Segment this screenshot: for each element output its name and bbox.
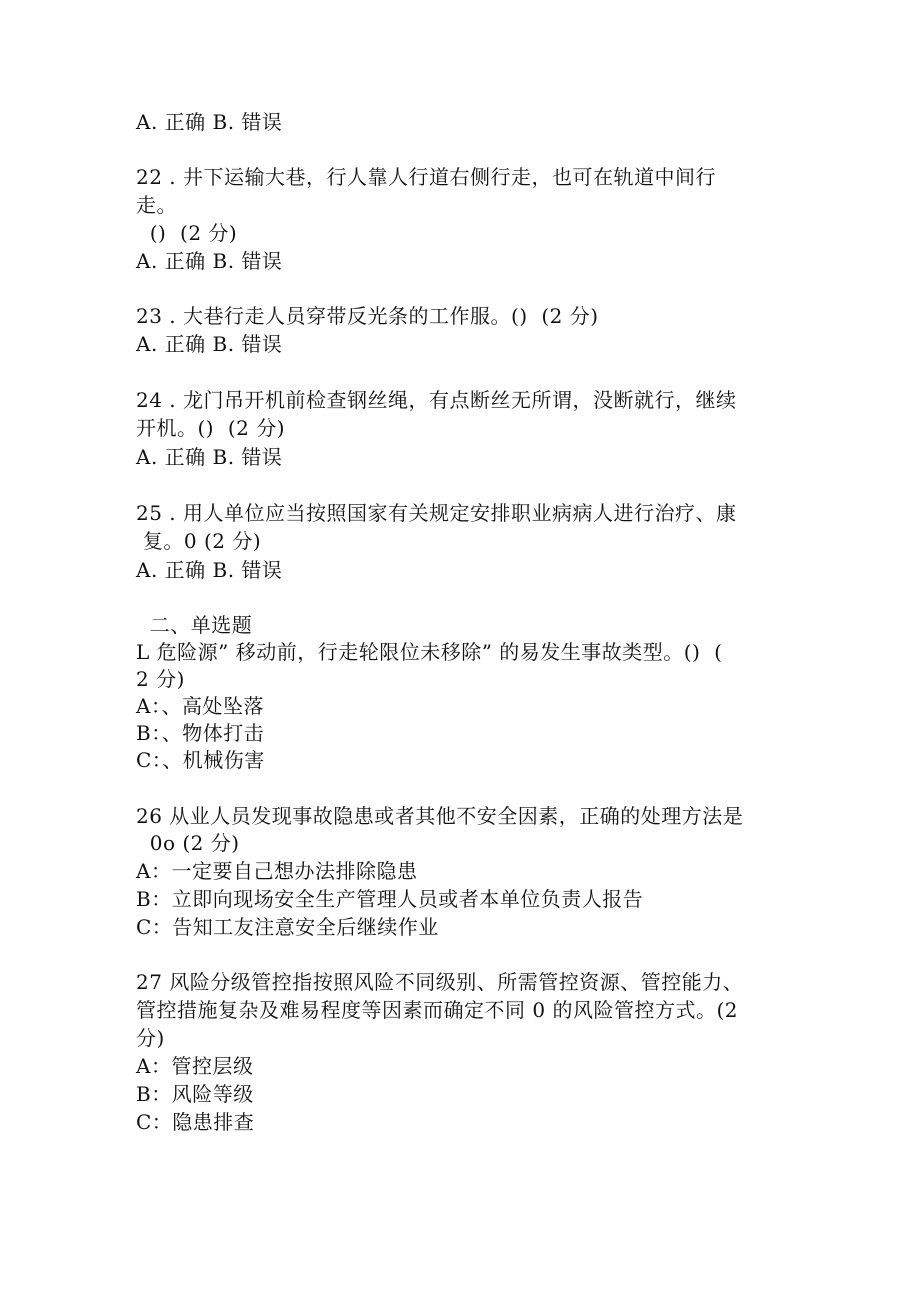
q26-option-b: B：立即向现场安全生产管理人员或者本单位负责人报告	[136, 887, 644, 911]
q27-text-line-3: 分)	[136, 1026, 165, 1050]
q26-text-line-1: 26 从业人员发现事故隐患或者其他不安全因素，正确的处理方法是	[136, 804, 744, 828]
q27-text-line-1: 27 风险分级管控指按照风险不同级别、所需管控资源、管控能力、	[136, 970, 744, 994]
q24-text-line-1: 24 . 龙门吊开机前检查钢丝绳，有点断丝无所谓，没断就行，继续	[136, 388, 737, 412]
sq1-option-c: C：、机械伤害	[136, 748, 265, 772]
q22-options: A. 正确 B. 错误	[136, 249, 283, 273]
q24-text-line-2: 开机。() (2 分)	[136, 416, 286, 440]
sq1-text-line-2: 2 分)	[136, 667, 185, 691]
q24-options: A. 正确 B. 错误	[136, 445, 283, 469]
q26-option-c: C：告知工友注意安全后继续作业	[136, 915, 439, 939]
sq1-text-line-1: L 危险源” 移动前，行走轮限位未移除” 的易发生事故类型。() (	[136, 640, 723, 664]
q27-option-a: A：管控层级	[136, 1054, 254, 1078]
q22-text-line-1: 22 . 井下运输大巷，行人靠人行道右侧行走，也可在轨道中间行	[136, 165, 717, 189]
sq1-option-a: A：、高处坠落	[136, 694, 264, 718]
q27-option-c: C：隐患排查	[136, 1110, 255, 1134]
q22-score: () (2 分)	[136, 221, 238, 245]
q25-options: A. 正确 B. 错误	[136, 558, 283, 582]
sq1-option-b: B：、物体打击	[136, 721, 265, 745]
q23-options: A. 正确 B. 错误	[136, 332, 283, 356]
q21-options: A. 正确 B. 错误	[136, 110, 283, 134]
q22-text-line-2: 走。	[136, 193, 177, 217]
q26-option-a: A：一定要自己想办法排除隐患	[136, 859, 418, 883]
q25-text-line-2: 复。0 (2 分)	[136, 529, 262, 553]
q27-text-line-2: 管控措施复杂及难易程度等因素而确定不同 0 的风险管控方式。(2	[136, 998, 738, 1022]
q27-option-b: B：风险等级	[136, 1082, 254, 1106]
q25-text-line-1: 25 . 用人单位应当按照国家有关规定安排职业病病人进行治疗、康	[136, 501, 737, 525]
q23-text: 23 . 大巷行走人员穿带反光条的工作服。() (2 分)	[136, 304, 599, 328]
section-heading: 二、单选题	[136, 613, 253, 637]
q26-text-line-2: 0o (2 分)	[136, 831, 240, 855]
